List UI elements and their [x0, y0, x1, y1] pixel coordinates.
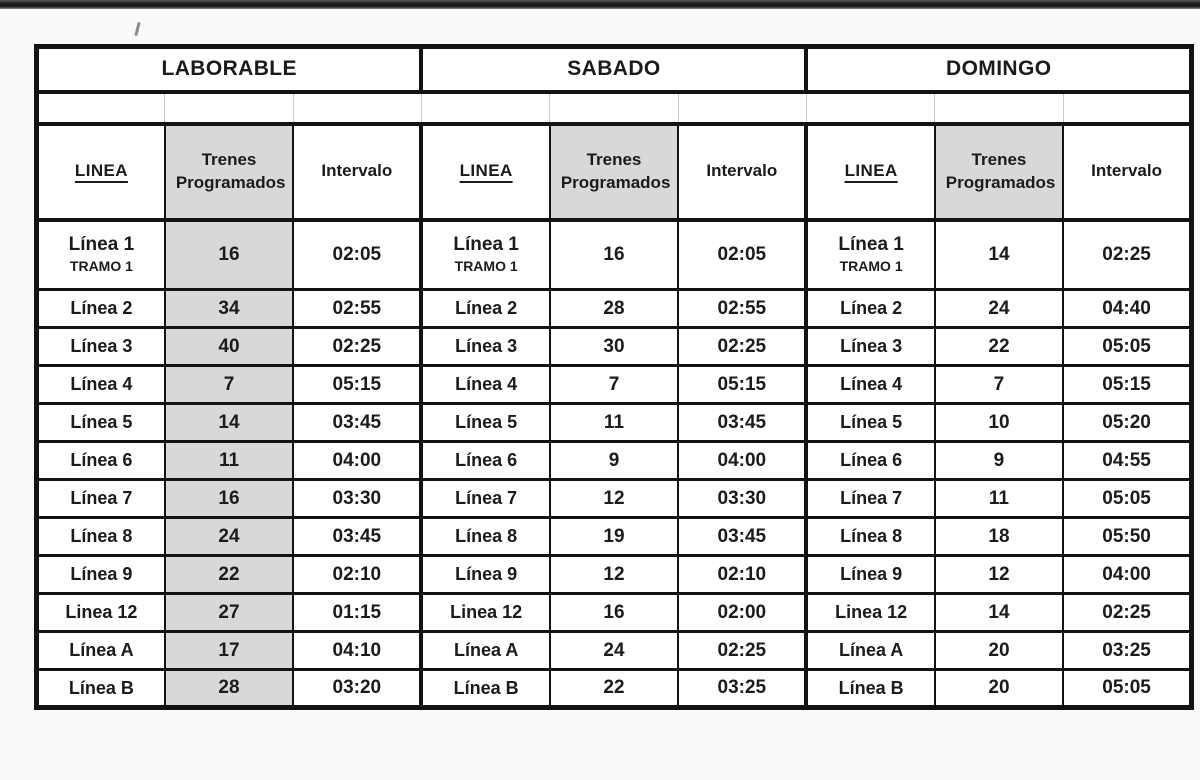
cell-trenes: 12	[550, 556, 678, 594]
cell-trenes: 22	[935, 328, 1063, 366]
cell-intervalo: 05:05	[1063, 480, 1191, 518]
linea-name: Línea 1	[453, 234, 519, 256]
cell-linea: Línea 4	[421, 366, 549, 404]
day-header-row	[37, 47, 1192, 92]
cell-trenes: 16	[550, 594, 678, 632]
cell-linea: Línea 4	[806, 366, 934, 404]
cell-intervalo: 03:45	[293, 404, 421, 442]
scanned-table-region	[34, 44, 1194, 710]
cell-trenes: 11	[935, 480, 1063, 518]
cell-intervalo: 05:05	[1063, 670, 1191, 708]
table-row	[37, 442, 1192, 480]
cell-trenes: 11	[165, 442, 293, 480]
table-row	[37, 518, 1192, 556]
table-row	[37, 670, 1192, 708]
cell-trenes: 19	[550, 518, 678, 556]
cell-intervalo: 05:20	[1063, 404, 1191, 442]
cell-intervalo: 03:45	[678, 518, 806, 556]
scanner-top-band	[0, 0, 1200, 9]
col-header-intervalo: Intervalo	[293, 124, 421, 220]
cell-intervalo: 01:15	[293, 594, 421, 632]
day-header: DOMINGO	[806, 47, 1191, 92]
cell-intervalo: 02:25	[1063, 594, 1191, 632]
cell-intervalo: 05:15	[1063, 366, 1191, 404]
table-row	[37, 220, 1192, 290]
cell-linea: Línea 2	[806, 290, 934, 328]
cell-intervalo: 04:55	[1063, 442, 1191, 480]
cell-trenes: 20	[935, 632, 1063, 670]
cell-trenes: 24	[935, 290, 1063, 328]
cell-linea	[37, 220, 165, 290]
table-row	[37, 632, 1192, 670]
cell-trenes: 20	[935, 670, 1063, 708]
empty-band-cell	[37, 92, 165, 124]
cell-trenes: 7	[935, 366, 1063, 404]
cell-intervalo: 03:25	[1063, 632, 1191, 670]
empty-band-cell	[1063, 92, 1191, 124]
cell-linea: Línea B	[806, 670, 934, 708]
cell-linea: Línea 3	[37, 328, 165, 366]
cell-intervalo: 02:55	[678, 290, 806, 328]
cell-trenes: 12	[935, 556, 1063, 594]
cell-trenes: 34	[165, 290, 293, 328]
cell-intervalo: 02:05	[293, 220, 421, 290]
cell-intervalo: 04:00	[293, 442, 421, 480]
cell-trenes: 24	[165, 518, 293, 556]
cell-intervalo: 03:45	[293, 518, 421, 556]
table-row	[37, 556, 1192, 594]
cell-trenes: 16	[165, 220, 293, 290]
cell-intervalo: 05:15	[678, 366, 806, 404]
col-header-linea-label: LINEA	[844, 161, 898, 181]
cell-linea: Línea 9	[421, 556, 549, 594]
col-header-linea	[421, 124, 549, 220]
empty-band-cell	[550, 92, 678, 124]
day-header: SABADO	[421, 47, 806, 92]
cell-trenes: 22	[550, 670, 678, 708]
cell-linea: Línea 6	[806, 442, 934, 480]
cell-trenes: 9	[935, 442, 1063, 480]
cell-linea: Línea 8	[421, 518, 549, 556]
cell-intervalo: 03:45	[678, 404, 806, 442]
cell-linea: Línea 5	[421, 404, 549, 442]
cell-intervalo: 03:30	[293, 480, 421, 518]
cell-linea: Línea B	[37, 670, 165, 708]
cell-linea: Línea 6	[421, 442, 549, 480]
cell-trenes: 7	[165, 366, 293, 404]
col-header-intervalo: Intervalo	[678, 124, 806, 220]
cell-linea: Línea 8	[37, 518, 165, 556]
cell-trenes: 9	[550, 442, 678, 480]
cell-intervalo: 04:00	[678, 442, 806, 480]
cell-intervalo: 05:05	[1063, 328, 1191, 366]
cell-intervalo: 02:25	[1063, 220, 1191, 290]
cell-trenes: 28	[550, 290, 678, 328]
cell-trenes: 7	[550, 366, 678, 404]
cell-intervalo: 05:15	[293, 366, 421, 404]
cell-trenes: 14	[165, 404, 293, 442]
cell-intervalo: 02:25	[678, 632, 806, 670]
cell-trenes: 17	[165, 632, 293, 670]
cell-trenes: 14	[935, 594, 1063, 632]
cell-linea: Línea 3	[806, 328, 934, 366]
col-header-trenes: Trenes Programados	[165, 124, 293, 220]
cell-linea: Línea 7	[421, 480, 549, 518]
cell-intervalo: 04:00	[1063, 556, 1191, 594]
cell-linea: Línea 7	[37, 480, 165, 518]
cell-linea: Línea 9	[37, 556, 165, 594]
col-header-linea	[806, 124, 934, 220]
cell-intervalo: 02:25	[293, 328, 421, 366]
table-row	[37, 594, 1192, 632]
empty-band-cell	[421, 92, 549, 124]
cell-linea: Línea 2	[421, 290, 549, 328]
table-row	[37, 290, 1192, 328]
cell-intervalo: 02:55	[293, 290, 421, 328]
cell-intervalo: 04:40	[1063, 290, 1191, 328]
cell-intervalo: 03:25	[678, 670, 806, 708]
schedule-table-body	[37, 47, 1192, 708]
cell-linea: Línea 2	[37, 290, 165, 328]
linea-sub: TRAMO 1	[69, 258, 133, 275]
cell-trenes: 12	[550, 480, 678, 518]
cell-linea	[806, 220, 934, 290]
cell-linea: Linea 12	[806, 594, 934, 632]
cell-intervalo: 05:50	[1063, 518, 1191, 556]
empty-band-cell	[165, 92, 293, 124]
cell-linea: Línea 8	[806, 518, 934, 556]
cell-linea: Linea 12	[37, 594, 165, 632]
empty-band-cell	[293, 92, 421, 124]
cell-linea: Línea 4	[37, 366, 165, 404]
cell-trenes: 27	[165, 594, 293, 632]
cell-linea: Linea 12	[421, 594, 549, 632]
cell-linea: Línea 5	[806, 404, 934, 442]
cell-trenes: 30	[550, 328, 678, 366]
empty-band-row	[37, 92, 1192, 124]
col-header-trenes: Trenes Programados	[550, 124, 678, 220]
cell-linea: Línea A	[421, 632, 549, 670]
cell-intervalo: 03:30	[678, 480, 806, 518]
empty-band-cell	[806, 92, 934, 124]
linea-name: Línea 1	[838, 234, 904, 256]
table-row	[37, 328, 1192, 366]
table-row	[37, 480, 1192, 518]
cell-trenes: 22	[165, 556, 293, 594]
cell-trenes: 28	[165, 670, 293, 708]
table-row	[37, 404, 1192, 442]
column-header-row	[37, 124, 1192, 220]
cell-trenes: 14	[935, 220, 1063, 290]
linea-sub: TRAMO 1	[454, 258, 518, 275]
cell-linea: Línea A	[37, 632, 165, 670]
cell-intervalo: 02:00	[678, 594, 806, 632]
col-header-trenes: Trenes Programados	[935, 124, 1063, 220]
cell-linea: Línea B	[421, 670, 549, 708]
empty-band-cell	[678, 92, 806, 124]
linea-name: Línea 1	[68, 234, 135, 256]
cell-trenes: 24	[550, 632, 678, 670]
linea-sub: TRAMO 1	[839, 258, 903, 275]
col-header-linea-label: LINEA	[459, 161, 513, 181]
cell-intervalo: 02:05	[678, 220, 806, 290]
cell-linea: Línea 5	[37, 404, 165, 442]
col-header-linea	[37, 124, 165, 220]
cell-intervalo: 04:10	[293, 632, 421, 670]
cell-linea: Línea 6	[37, 442, 165, 480]
cell-intervalo: 02:10	[293, 556, 421, 594]
empty-band-cell	[935, 92, 1063, 124]
cell-linea	[421, 220, 549, 290]
cell-trenes: 10	[935, 404, 1063, 442]
cell-trenes: 18	[935, 518, 1063, 556]
cell-trenes: 40	[165, 328, 293, 366]
cell-intervalo: 02:25	[678, 328, 806, 366]
pen-tick-mark	[134, 22, 140, 36]
col-header-linea-label: LINEA	[74, 161, 128, 181]
table-row	[37, 366, 1192, 404]
cell-intervalo: 02:10	[678, 556, 806, 594]
cell-trenes: 16	[165, 480, 293, 518]
schedule-table	[34, 44, 1194, 710]
cell-linea: Línea 3	[421, 328, 549, 366]
cell-intervalo: 03:20	[293, 670, 421, 708]
cell-linea: Línea 7	[806, 480, 934, 518]
day-header: LABORABLE	[37, 47, 422, 92]
cell-trenes: 11	[550, 404, 678, 442]
cell-trenes: 16	[550, 220, 678, 290]
col-header-intervalo: Intervalo	[1063, 124, 1191, 220]
cell-linea: Línea 9	[806, 556, 934, 594]
cell-linea: Línea A	[806, 632, 934, 670]
